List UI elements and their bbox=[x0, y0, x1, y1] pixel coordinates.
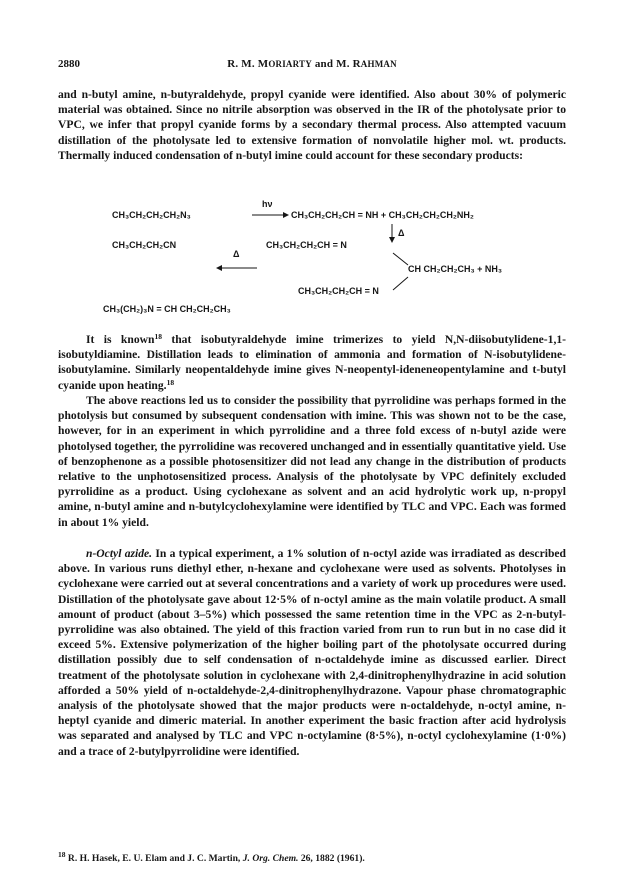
page-number: 2880 bbox=[58, 58, 80, 70]
reactant-butyl-azide: CH₃CH₂CH₂CH₂N₃ bbox=[112, 210, 191, 220]
paragraph-imine-trimerization: It is known$^{18}$ that isobutyraldehyde imine trimerizes to yield N,N-diisobutylidene-1,1-isobutyldiamine. Distillation leads to elimination of ammonia and formation of N-isobutylidene-isobutylamine. Similarly neopentaldehyde imine gives N-neopentyl-ideneneopentylamine and t-butyl cyanide upon heating.$^{18}$ bbox=[58, 332, 566, 392]
paragraph-n-octyl-azide: n-Octyl azide. In a typical experiment, a 1% solution of n-octyl azide was irradiated as described above. In various runs diethyl ether, n-hexane and cyclohexane were used as solvents. Photolyses in cyclohexane were carried out at several concentrations and a variety of work up procedures were used. Distillation of the photolysate gave about 12·5% of n-octyl amine as the main volatile product. A small amount of product (about 3–5%) which possessed the same retention time in the VPC as 2-n-butyl-pyrrolidine was also obtained. The yield of this fraction varied from run to run but in no case did it exceed 5%. Extensive polymerization of the higher boiling part of the photolysate occurred during distillation possibly due to self condensation of n-octaldehyde imine as discussed earlier. Direct treatment of the photolysate solution in cyclohexane with 2,4-dinitrophenylhydrazine in acid solution afforded a 50% yield of n-octaldehyde-2,4-dinitrophenylhydrazone. Vapour phase chromatographic analysis of the photolysate showed that the major products were n-octaldehyde, n-octyl amine, n-heptyl cyanide and dimeric material. In another experiment the basic fraction after acid hydrolysis was separated and analysed by TLC and VPC n-octylamine (8·5%), n-octyl cyclohexylamine (1·0%) and a trace of 2-butylpyrrolidine were identified. bbox=[58, 547, 566, 758]
imine-condensate-top: CH₃CH₂CH₂CH = N bbox=[266, 240, 347, 250]
triimine-and-ammonia: CH CH₂CH₂CH₃ + NH₃ bbox=[408, 264, 503, 274]
bond-upper bbox=[393, 253, 408, 265]
paragraph-photolysate-products: and n-butyl amine, n-butyraldehyde, propyl cyanide were identified. Also about 30% of polymeric material was obtained. Since no nitrile absorption was observed in the IR of the photolysate prior to VPC, we infer that propyl cyanide forms by a secondary thermal process. Also attempted vacuum distillation of the photolysate led to extensive formation of nonvolatile higher mol. wt. products. Thermally induced condensation of n-butyl imine could account for these secondary products: bbox=[58, 88, 566, 162]
propyl-cyanide: CH₃CH₂CH₂CN bbox=[112, 240, 177, 250]
arrow-left-head bbox=[216, 265, 222, 271]
arrow-down-head bbox=[389, 237, 395, 243]
footnote-18: $^{18}$ R. H. Hasek, E. U. Elam and J. C. Martin, J. Org. Chem. 26, 1882 (1961). bbox=[58, 850, 365, 864]
imine-condensate-bottom: CH₃CH₂CH₂CH = N bbox=[298, 286, 379, 296]
hv-label: hν bbox=[262, 199, 273, 209]
product-imine-and-amine: CH₃CH₂CH₂CH = NH + CH₃CH₂CH₂CH₂NH₂ bbox=[291, 210, 474, 220]
delta-2: Δ bbox=[233, 249, 240, 259]
section-title-n-octyl-azide: n-Octyl azide. bbox=[86, 547, 153, 560]
arrow-right-head bbox=[283, 212, 289, 218]
paragraph-pyrrolidine-test: The above reactions led us to consider the possibility that pyrrolidine was perhaps formed in the photolysis but consumed by subsequent condensation with imine. This was shown not to be the case, however, for in an experiment in which pyrrolidine and a three fold excess of n-butyl azide were photolysed together, the pyrrolidine was recovered unchanged and in essentially quantitative yield. Use of benzophenone as a possible photosensitizer did not lead any change in the distribution of products relative to the unphotosensitized process. Analysis of the photolysate by VPC definitely excluded pyrrolidine as a product. Using cyclohexane as solvent and an acid hydrolytic work up, n-propyl amine, n-butyl amine and n-butylcyclohexylamine were identified by TLC and VPC. Each was formed in about 1% yield. bbox=[58, 394, 566, 529]
delta-1: Δ bbox=[398, 228, 405, 238]
running-head-authors: R. M. MORIARTY and M. RAHMAN bbox=[227, 58, 397, 70]
butylidene-butylamine: CH₃(CH₂)₃N = CH CH₂CH₂CH₃ bbox=[103, 304, 231, 314]
bond-lower bbox=[393, 277, 408, 290]
